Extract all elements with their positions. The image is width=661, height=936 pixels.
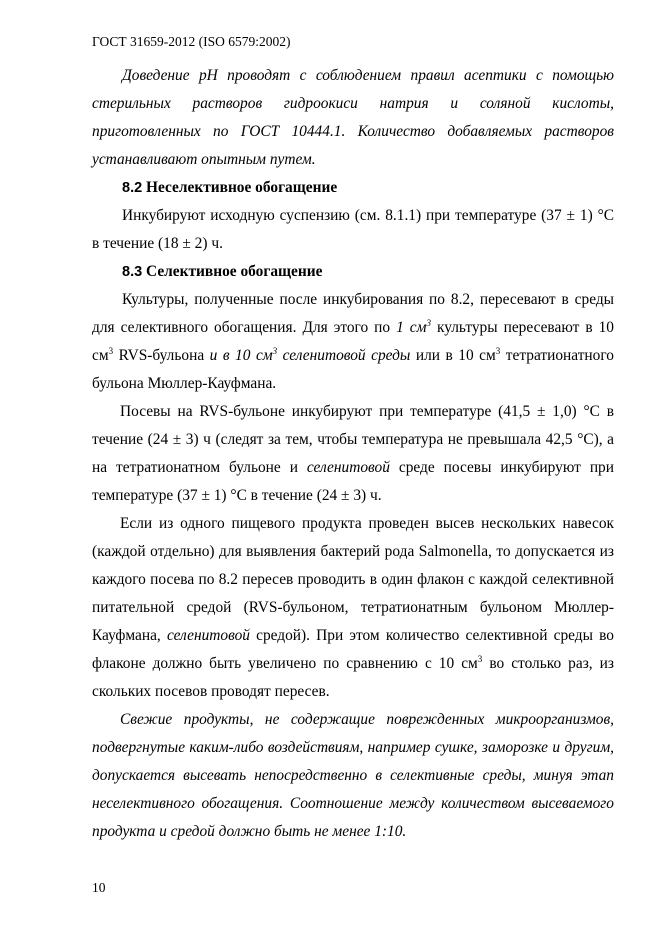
section-8-3-paragraph-4: Свежие продукты, не содержащие поврежденных микроорганизмов, подвергнутые каким-либо воздействиям, например сушке, заморозке и другим, допускается высевать непосредственно в селективные среды, минуя этап неселективного обогащения. Соотношение между количеством высеваемого продукта и средой должно быть не менее 1:10. (92, 711, 614, 840)
section-title: Селективное обогащение (146, 263, 323, 280)
section-title: Неселективное обогащение (146, 179, 338, 196)
superscript: 3 (495, 346, 501, 356)
text-run-italic: 1 $см^3$ (396, 318, 431, 336)
text-run: во столько раз, из скольких посевов проводят пересев. (92, 655, 614, 700)
section-8-3-paragraph-3 (92, 510, 614, 706)
text-run: Если из одного пищевого продукта проведен высев нескольких навесок (каждой отдельно) для выявления бактерий рода Salmonella, то допускается из каждого посева по 8.2 пересев проводить в один флакон с каждой селективной питательной средой (RVS-бульоном, тетратионатным бульоном Мюллер-Кауфмана, (92, 515, 614, 644)
superscript: 3 (108, 346, 114, 356)
text-run-italic: селенитовой (166, 627, 250, 644)
superscript: 3 (477, 654, 483, 664)
section-8-3-paragraph-2 (92, 398, 614, 510)
document-header: ГОСТ 31659-2012 (ISO 6579:2002) (92, 34, 291, 49)
text-run-italic: и в 10 $см^3$ селенитовой среды (209, 346, 411, 364)
section-8-2-paragraph: Инкубируют исходную суспензию (см. 8.1.1) при температуре (37 ± 1) °С в течение (18 ± 2) ч. (92, 207, 614, 252)
page-number: 10 (92, 880, 106, 895)
section-8-2-heading (92, 174, 614, 202)
text-run: Посевы на RVS-бульоне инкубируют при температуре (41,5 ± 1,0) °С в течение (24 ± 3) ч (следят за тем, чтобы температура не превышала 42,5 °С), а на тетратионатном бульоне и (92, 403, 614, 476)
section-number: 8.2 (122, 180, 143, 196)
section-8-3-heading (92, 258, 614, 286)
section-number: 8.3 (122, 264, 143, 280)
text-run: среде посевы инкубируют при температуре (37 ± 1) °С в течение (24 ± 3) ч. (92, 459, 614, 504)
text-run: RVS-бульона (113, 347, 210, 364)
intro-paragraph: Доведение рН проводят с соблюдением правил асептики с помощью стерильных растворов гидроокиси натрия и соляной кислоты, приготовленных по ГОСТ 10444.1. Количество добавляемых растворов устанавливают опытным путем. (92, 67, 614, 168)
text-run: или в 10 см (410, 347, 496, 364)
text-run: средой). При этом количество селективной среды во флаконе должно быть увеличено по сравнению с 10 см (92, 627, 614, 672)
text-run: культуры пересевают в 10 см (92, 319, 614, 364)
section-8-3-paragraph-1 (92, 286, 614, 398)
text-run: Культуры, полученные после инкубирования по 8.2, пересевают в среды для селективного обогащения. Для этого по (92, 291, 614, 336)
text-run: тетратионатного бульона Мюллер-Кауфмана. (92, 347, 614, 392)
document-body (92, 62, 614, 846)
text-run-italic: селенитовой (306, 459, 390, 476)
